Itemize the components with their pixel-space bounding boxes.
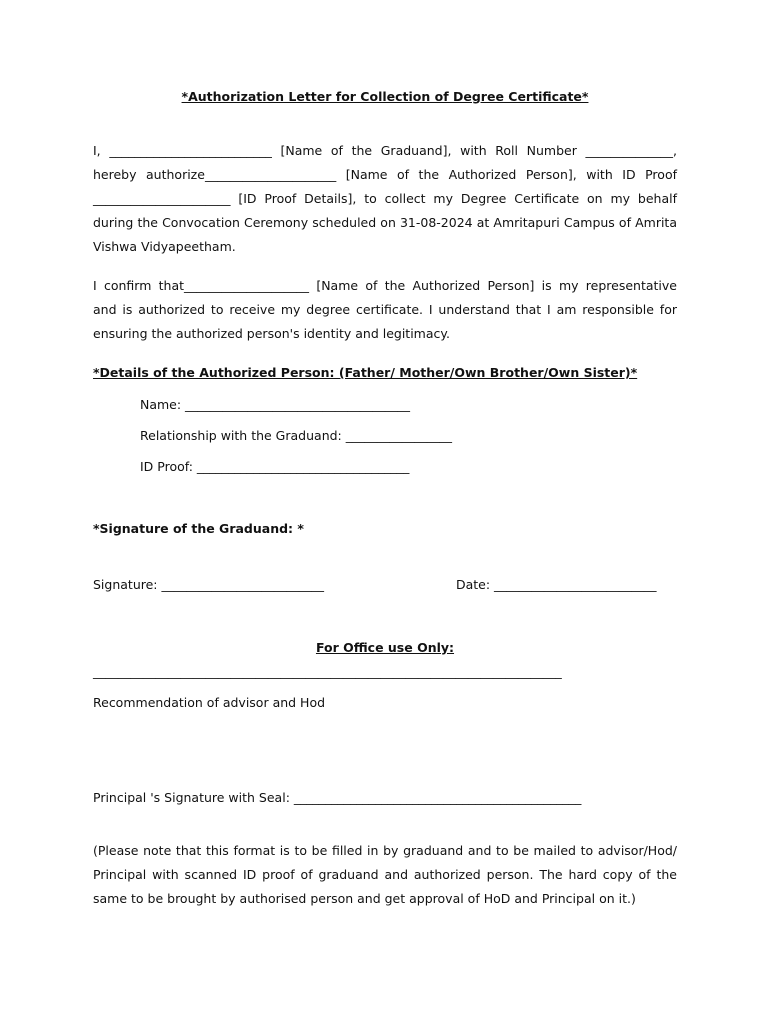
office-rule-line: ___________________________________________________________________________ — [93, 664, 562, 679]
paragraph2-line2: and is authorized to receive my degree certificate. I understand that I am responsible for — [93, 302, 677, 317]
signature-field: Signature: __________________________ — [93, 577, 324, 592]
graduand-signature-heading: *Signature of the Graduand: * — [93, 521, 304, 536]
note-line1: (Please note that this format is to be filled in by graduand and to be mailed to advisor/Hod/ — [93, 843, 677, 858]
principal-signature-field: Principal 's Signature with Seal: ______________________________________________ — [93, 790, 582, 805]
paragraph1-line4: during the Convocation Ceremony scheduled on 31-08-2024 at Amritapuri Campus of Amrita — [93, 215, 677, 230]
authorized-person-heading: *Details of the Authorized Person: (Father/ Mother/Own Brother/Own Sister)* — [93, 365, 638, 380]
authorized-name-field: Name: ____________________________________ — [140, 397, 411, 412]
paragraph2-line3: ensuring the authorized person's identity and legitimacy. — [93, 326, 450, 341]
paragraph1-line5: Vishwa Vidyapeetham. — [93, 239, 236, 254]
note-line2: Principal with scanned ID proof of graduand and authorized person. The hard copy of the — [93, 867, 677, 882]
paragraph2-line1: I confirm that____________________ [Name of the Authorized Person] is my representative — [93, 278, 677, 293]
note-line3: same to be brought by authorised person and get approval of HoD and Principal on it.) — [93, 891, 636, 906]
paragraph1-line3: ______________________ [ID Proof Details], to collect my Degree Certificate on my behalf — [93, 191, 677, 206]
id-proof-field: ID Proof: __________________________________ — [140, 459, 410, 474]
paragraph1-line2: hereby authorize_____________________ [Name of the Authorized Person], with ID Proof — [93, 167, 677, 182]
relationship-field: Relationship with the Graduand: _________________ — [140, 428, 452, 443]
date-field: Date: __________________________ — [456, 577, 657, 592]
paragraph1-line1: I, __________________________ [Name of the Graduand], with Roll Number ______________, — [93, 143, 677, 158]
document-title: *Authorization Letter for Collection of Degree Certificate* — [181, 89, 589, 104]
office-use-heading: For Office use Only: — [315, 640, 455, 655]
recommendation-label: Recommendation of advisor and Hod — [93, 695, 326, 710]
